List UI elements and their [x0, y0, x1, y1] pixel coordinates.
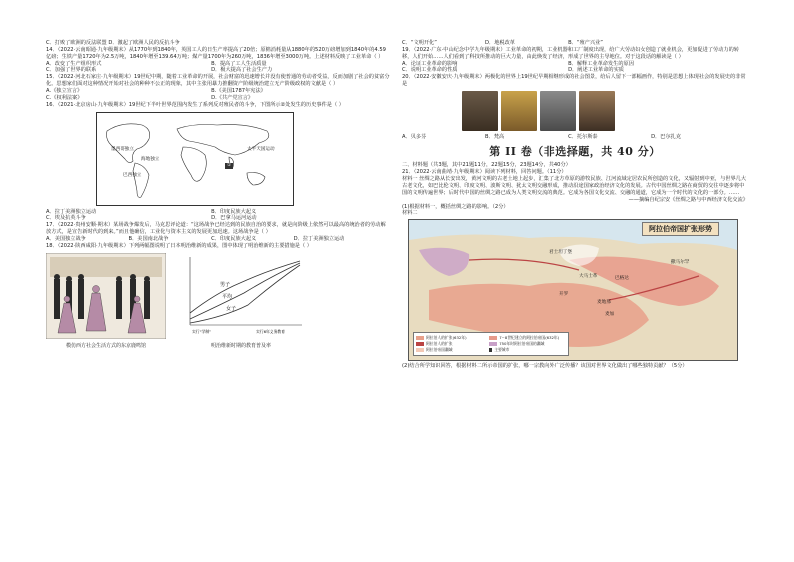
- rokumeikan-figure: [46, 253, 166, 349]
- rokumeikan-caption: 模仿西方社会生活方式的东京鹿鸣馆: [65, 342, 146, 349]
- q16-option-b: B．印度民族大起义: [211, 208, 257, 215]
- city-baghdad: 巴格达: [615, 276, 629, 282]
- world-map-outline: [97, 113, 293, 205]
- q18-option-d: D．地税改革: [485, 40, 515, 46]
- q14-stem: 14．（2022·云南昭通·九年级期末）从1770年到1840年，英国工人的日生产率提高了20倍；原棉消耗量从1880年的520万磅增加到1840年的4.59亿磅；生铁产量1720年为2.5万吨，1840年增至139.64万吨；煤产量1700年为260万吨，1836年增至3000万吨。上述材料反映了工业革命（ ）: [46, 46, 386, 60]
- legend-item-3: 阿拉伯人的扩张: [426, 341, 453, 347]
- chart-note-2: 实行6年义务教育: [256, 328, 285, 334]
- legend-item-4: 750年时阿拉伯帝国的疆域: [499, 341, 545, 347]
- q20-option-a: A．贝多芬: [402, 134, 427, 141]
- q14-option-c: C．加强了世界的联系: [46, 67, 97, 74]
- city-medina: 麦地那: [597, 300, 611, 306]
- map-legend: [413, 332, 569, 356]
- q18-option-b: B．“殖产兴业”: [568, 40, 603, 46]
- q20-option-b: B．梵高: [485, 134, 505, 141]
- education-chart-figure: [176, 253, 306, 349]
- left-column: [46, 40, 390, 349]
- q15-stem: 15．（2022·河北石家庄·九年级期末）19世纪中期，随着工业革命的开展，社会财富的迅速增长并没有使普通的劳动者受益，反而加剧了社会的贫富分化。思想家们面对这种情况开始对社会的种种不公正的现象，其中主张用暴力推翻资产阶级统治建立无产阶级政权的文献是（ ）: [46, 74, 390, 88]
- q19-stem: 19．（2022·广东·中山纪念中学九年级期末）工业革命的初期，工业机器和工厂制度出现，给广大劳动妇女创造了就业机会，更加促进了劳动力的转移，人们开始……人们看到了科技所推动的巨大力量，由此焕发了经济，形成了世界的主导地位。对于这段话的解读是（ ）: [402, 46, 739, 60]
- series-average: [190, 263, 300, 319]
- map-marker: ①: [227, 162, 232, 168]
- legend-item-6: 主要城市: [494, 347, 510, 353]
- q17-option-c: C．印度民族大起义: [211, 236, 257, 243]
- legend-item-2: 7~8世纪建立的阿拉伯帝国(632年): [499, 335, 560, 341]
- right-column: [402, 40, 748, 370]
- q15-option-a: A.《独立宣言》: [46, 88, 83, 95]
- legend-item-5: 阿拉伯帝国疆域: [426, 347, 453, 353]
- q16-option-d: D．巴拿马运河运动: [211, 215, 257, 222]
- q18-stem: 18．（2022·陕西咸阳·九年级期末）下列两幅图说明了日本明治维新的成果，图中体现了明治维新的主要措施是（ ）: [46, 242, 312, 249]
- series-female: [190, 265, 300, 323]
- part2-heading: 二、材料题（共3题，其中21题11分，22题15分，23题14分，共40分）: [402, 162, 571, 169]
- q21-source: ——摘编自纪宗安《丝绸之路与中西经济文化交流》: [628, 196, 748, 203]
- q15-options: [46, 88, 390, 102]
- legend-average: 平均: [222, 293, 233, 300]
- q19-options: [402, 61, 748, 75]
- series-male: [190, 261, 300, 313]
- q16-options: [46, 209, 390, 223]
- q20-option-d: D．巴尔扎克: [651, 134, 682, 141]
- chart-note-1: 实行“学制”: [192, 328, 212, 334]
- arab-empire-map: [408, 219, 738, 361]
- portrait-1: [462, 91, 498, 131]
- city-samarkand: 撒马尔罕: [671, 260, 690, 266]
- portraits-row: [462, 91, 748, 131]
- q17-option-d: D．拉丁美洲独立运动: [293, 236, 345, 243]
- q14-options: [46, 61, 390, 75]
- q15-option-b: B.《美国1787年宪法》: [211, 88, 266, 95]
- q17-stem: 17．（2022·贵州安顺·期末）某场战争爆发后，马克思评论道：“这场战争已经达到的民族自治的要求，就是向阶级上依然可以最高的统治者的劳动解放方式，是宣告新时代的到来。”而且他确信，工业化与资本主义的发展更加迅速。这场战争是（ ）: [46, 222, 386, 236]
- q20-options: [402, 134, 748, 141]
- legend-female: 女子: [226, 305, 237, 312]
- material2-label: 材料二: [402, 210, 418, 217]
- q19-option-b: B．解释工业革命发生的原因: [568, 60, 634, 67]
- portrait-3: [540, 91, 576, 131]
- education-rate-chart: [176, 253, 306, 339]
- q19-option-d: D．阐述工业革命的实质: [568, 67, 624, 74]
- q19-option-a: A．论证工业革命的影响: [402, 60, 458, 67]
- q17-option-a: A．美国独立战争: [46, 236, 86, 243]
- q15-option-c: C.《权利法案》: [46, 94, 83, 101]
- map-label-taiping: 太平天国运动: [247, 146, 275, 152]
- q20-stem: 20．（2022·安徽安庆·九年级期末）两极化的世界上19世纪早期相继形成的社会图景，给后人留下一部幅画作，特别是思想上体现社会的发展史的非常是: [402, 74, 746, 88]
- rokumeikan-illustration: [46, 253, 166, 339]
- legend-item-1: 阿拉伯人的扩张(632年): [426, 335, 467, 341]
- q15-option-d: D.《共产党宣言》: [211, 94, 254, 101]
- q16-stem: 16．（2021·北京房山·九年级期末）19世纪下半叶世界范围内发生了系列反对殖民者的斗争，下图所示②处发生的历史事件是（ ）: [46, 101, 344, 108]
- world-map-figure: [96, 112, 294, 206]
- map-label-haiti: 海地独立: [141, 156, 160, 162]
- q21-sub2: (2)结合所学知识回答，根据材料二所示帝国的扩张，哪一宗教向外广泛传播？该国对世界文化做出了哪些独特贡献？（5分）: [402, 363, 688, 370]
- q14-option-d: D．极大提高了社会生产力: [211, 67, 273, 74]
- q21-sub1: (1)根据材料一，概括丝绸之路的影响。（2分）: [402, 203, 509, 210]
- city-mecca: 麦加: [605, 312, 615, 318]
- q18-options: [402, 40, 748, 47]
- q18-figures: [46, 253, 390, 349]
- education-chart-caption: 明治维新时期的教育普及率: [210, 342, 271, 349]
- q18-option-c: C．“文明开化”: [402, 40, 437, 46]
- map-title: 阿拉伯帝国扩张形势: [642, 222, 719, 235]
- map-label-brazil: 巴西独立: [123, 172, 142, 178]
- q21-stem: 21．（2022·云南曲靖·九年级期末）阅读下列材料，回答问题。（11分）: [402, 169, 567, 176]
- q20-option-c: C．托尔斯泰: [568, 134, 598, 141]
- portrait-2: [501, 91, 537, 131]
- map-label-mexico: 墨西哥独立: [111, 146, 134, 152]
- q13-options: C．打败了欧洲的反法联盟 D．激起了欧洲人民的反抗斗争: [46, 40, 180, 46]
- q17-option-b: B．美国南北战争: [128, 236, 169, 243]
- q21-material1: 材料一 丝绸之路从长安出发，黄河文明的古老土地上起步，汇集了北方草原的游牧民族、江河流域定居农民所创造的文化，又辐射到中亚，与世界几大古老文化，如巴比伦文明、印度文明、波斯文明、犹太文明交融形成，推动沿途国家政治经济文化的发展。古代中国丝绸之路在商贸的交往中逐步将中国的文明传遍世界；后时代中国的丝绸之路已成为人类文明交流的典范。它成为各国文化交流、交融的通道，它成为一个时代的文化的一部分。……: [402, 176, 747, 196]
- q16-option-c: C．埃及抗英斗争: [46, 215, 86, 222]
- city-damascus: 大马士革: [579, 274, 598, 280]
- legend-male: 男子: [220, 281, 231, 288]
- city-constantinople: 君士坦丁堡: [549, 250, 572, 256]
- city-cairo: 开罗: [559, 292, 569, 298]
- q14-option-a: A．改变了生产组织形式: [46, 60, 102, 67]
- q14-option-b: B．提高了工人生活质量: [211, 60, 267, 67]
- section-title: 第 II 卷（非选择题，共 40 分）: [489, 144, 661, 158]
- q19-option-c: C．说明工业革命的性质: [402, 67, 458, 74]
- q16-option-a: A．拉丁美洲独立运动: [46, 208, 97, 215]
- portrait-4: [579, 91, 615, 131]
- q17-options: [46, 236, 390, 243]
